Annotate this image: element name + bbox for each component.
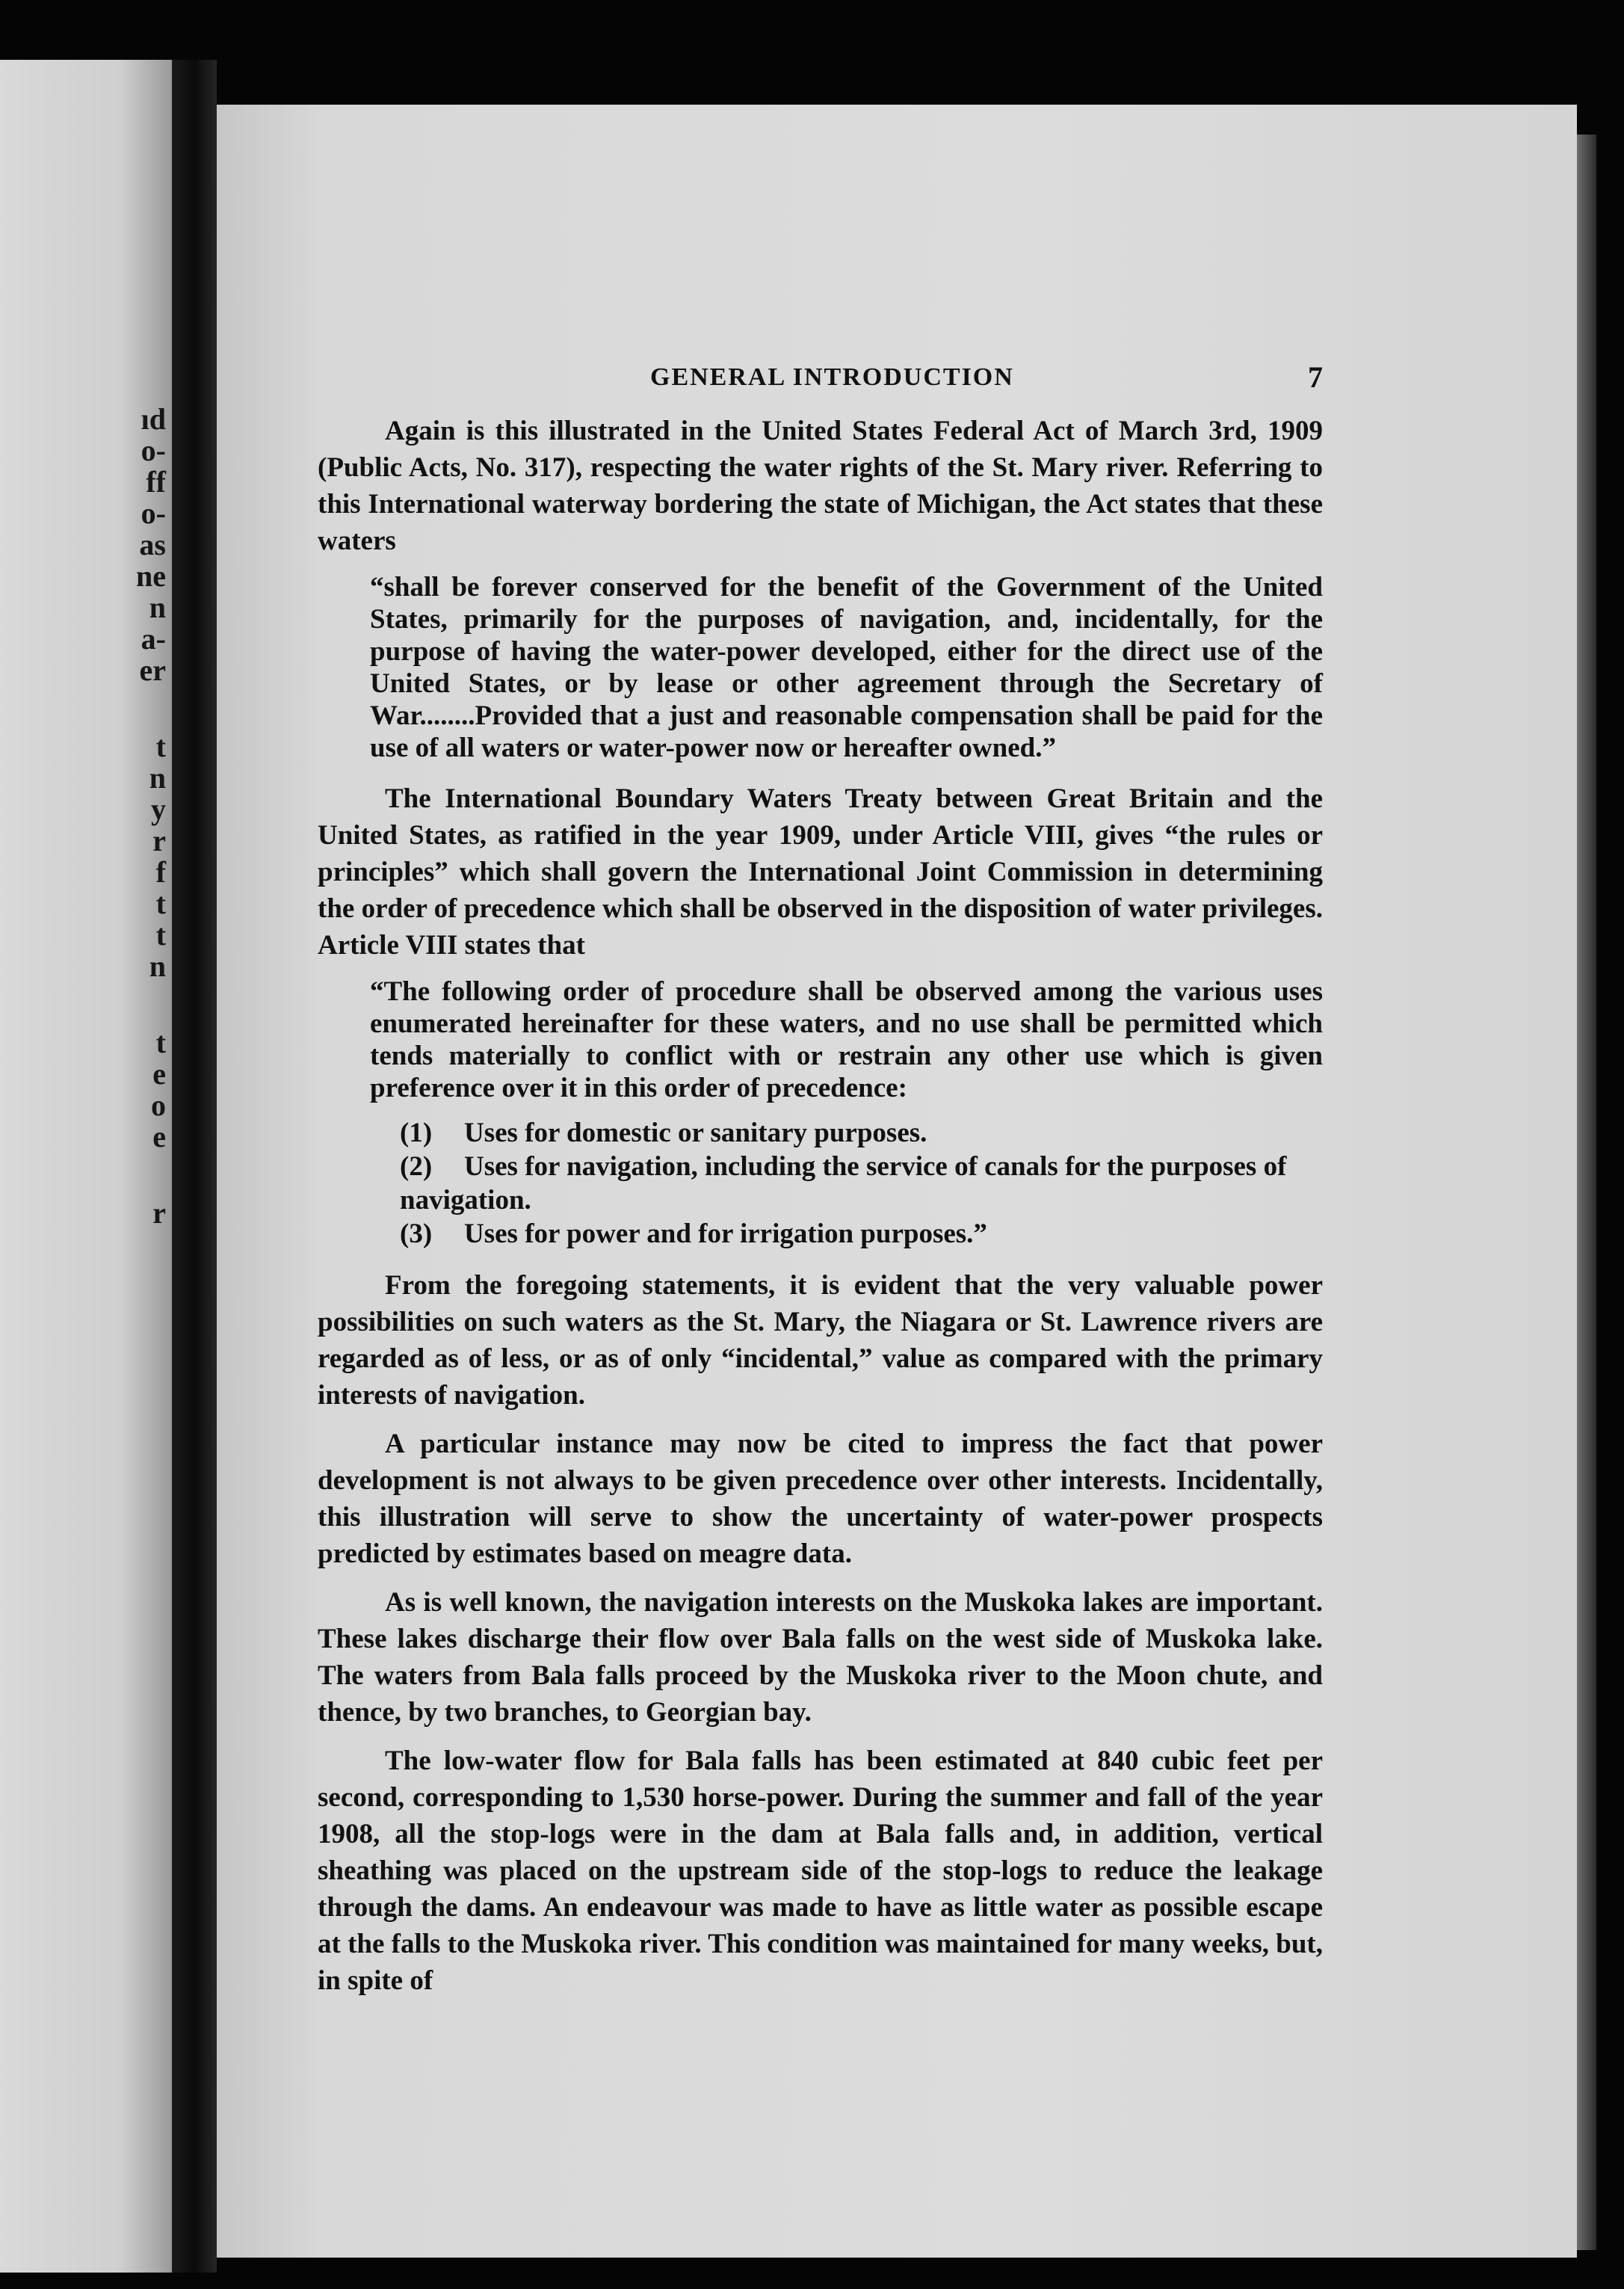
list-item-text: Uses for domestic or sanitary purposes. <box>464 1118 927 1148</box>
facing-page-fragment: r <box>152 1196 166 1230</box>
page-content <box>318 359 1323 2011</box>
list-item <box>370 1217 1323 1251</box>
facing-page-fragment: as <box>139 528 166 561</box>
facing-page-fragment: ıd <box>141 402 166 436</box>
facing-page-fragment <box>136 686 166 731</box>
facing-page-fragment: ff <box>146 465 166 499</box>
paragraph: The International Boundary Waters Treaty between Great Britain and the United States, as ratified in the year 1909, under Article VIII, gives “the rules or principles” which shall govern the International Joint Commission in determining the order of precedence which shall be observed in the disposition of water privileges. Article VIII states that <box>318 783 1323 961</box>
facing-page-fragment: r <box>152 824 166 857</box>
block-quote-article-viii: “The following order of procedure shall be observed among the various uses enumerated hereinafter for these waters, and no use shall be permitted which tends materially to conflict with or restrain any other use which is given preference over it in this order of precedence: <box>370 976 1323 1103</box>
facing-page-fragment: a- <box>141 622 166 656</box>
paragraph: Again is this illustrated in the United States Federal Act of March 3rd, 1909 (Public Acts, No. 317), respecting the water rights of the St. Mary river. Referring to this International waterway bordering the state of Michigan, the Act states that these waters <box>318 416 1323 556</box>
facing-page-fragment: o- <box>141 496 166 530</box>
book-page <box>217 105 1577 2258</box>
facing-page-text-fragments <box>136 404 166 1229</box>
list-item-text: Uses for power and for irrigation purposes.” <box>464 1219 987 1249</box>
paragraph: A particular instance may now be cited to impress the fact that power development is not always to be given precedence over other interests. Incidentally, this illustration will serve to show the uncertainty of water-power prospects predicted by estimates based on meagre data. <box>318 1429 1323 1569</box>
facing-page-fragment: t <box>155 730 166 763</box>
page-header <box>318 359 1323 408</box>
paragraph: The low-water flow for Bala falls has been estimated at 840 cubic feet per second, corresponding to 1,530 horse-power. During the summer and fall of the year 1908, all the stop-logs were in the dam at Bala falls and, in addition, vertical sheathing was placed on the upstream side of the stop-logs to reduce the leakage through the dams. An endeavour was made to have as little water as possible escape at the falls to the Muskoka river. This condition was maintained for many weeks, but, in spite of <box>318 1746 1323 1996</box>
list-item <box>370 1116 1323 1150</box>
facing-page-fragment: t <box>155 1026 166 1059</box>
block-quote-michigan-act: “shall be forever conserved for the benefit of the Government of the United States, primarily for the purposes of navigation, and, incidentally, for the purpose of having the water-power developed, either for the direct use of the United States, or by lease or other agreement through the Secretary of War........Provided that a just and reasonable compensation shall be paid for the use of all waters or water-power now or hereafter owned.” <box>370 572 1323 763</box>
running-head: GENERAL INTRODUCTION <box>650 363 1014 391</box>
facing-page-fragment: o <box>151 1088 166 1122</box>
facing-page-fragment: t <box>155 887 166 920</box>
facing-page-fragment: f <box>155 855 166 889</box>
list-item-number: (3) <box>400 1219 433 1249</box>
list-item-number: (2) <box>400 1151 433 1182</box>
facing-page-fragment: y <box>151 792 166 826</box>
list-item <box>370 1150 1323 1217</box>
list-item-number: (1) <box>400 1118 433 1148</box>
facing-page-fragment: e <box>152 1057 166 1091</box>
precedence-list <box>370 1116 1323 1251</box>
facing-page-fragment: n <box>149 591 166 624</box>
facing-page-fragment: n <box>149 949 166 983</box>
facing-page-fragment <box>136 982 166 1027</box>
facing-page-fragment: er <box>139 653 166 687</box>
facing-page-fragment: o- <box>141 434 166 467</box>
facing-page-fragment: t <box>155 918 166 952</box>
page-number: 7 <box>1308 360 1323 394</box>
paragraph: From the foregoing statements, it is evident that the very valuable power possibilities on such waters as the St. Mary, the Niagara or St. Lawrence rivers are regarded as of less, or as of only “incidental,” value as compared with the primary interests of navigation. <box>318 1270 1323 1411</box>
paragraph: As is well known, the navigation interests on the Muskoka lakes are important. These lakes discharge their flow over Bala falls on the west side of Muskoka lake. The waters from Bala falls proceed by the Muskoka river to the Moon chute, and thence, by two branches, to Georgian bay. <box>318 1587 1323 1728</box>
facing-page-fragment: n <box>149 761 166 795</box>
facing-page-fragment: ne <box>136 559 166 593</box>
facing-page-edge <box>0 60 172 2273</box>
facing-page-fragment <box>136 1153 166 1198</box>
book-gutter-shadow <box>172 60 217 2273</box>
facing-page-fragment: e <box>152 1120 166 1153</box>
list-item-text: Uses for navigation, including the service of canals for the purposes of navigation. <box>400 1151 1287 1216</box>
